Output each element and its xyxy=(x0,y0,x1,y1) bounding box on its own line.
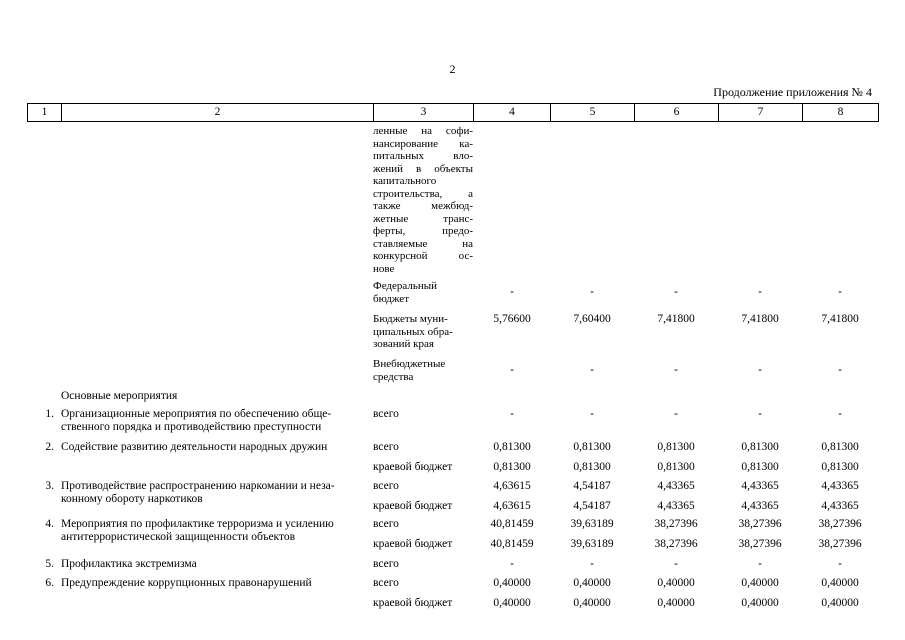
funding-label: краевой бюджет xyxy=(373,461,453,473)
continuation-text-line: ленные на софи- xyxy=(373,125,473,137)
value-cell: - xyxy=(758,364,762,376)
value-cell: - xyxy=(510,286,514,298)
value-cell: 4,63615 xyxy=(493,480,531,492)
value-cell: 4,43365 xyxy=(741,500,779,512)
funding-source-label: бюджет xyxy=(373,292,409,305)
value-cell: 0,40000 xyxy=(741,577,779,589)
value-cell: 0,81300 xyxy=(493,461,531,473)
funding-label: всего xyxy=(373,518,399,530)
activity-number: 3. xyxy=(45,480,54,492)
value-cell: 0,40000 xyxy=(741,597,779,609)
header-col-5: 5 xyxy=(551,104,635,121)
value-cell: 38,27396 xyxy=(818,538,862,550)
header-col-1: 1 xyxy=(28,104,62,121)
value-cell: 0,81300 xyxy=(821,441,859,453)
activity-name: Противодействие распространению наркомании и неза- xyxy=(61,480,335,492)
value-cell: 7,60400 xyxy=(573,313,611,325)
funding-label: краевой бюджет xyxy=(373,597,453,609)
value-cell: 0,40000 xyxy=(573,597,611,609)
continuation-text-line: нове xyxy=(373,262,395,275)
value-cell: 4,43365 xyxy=(741,480,779,492)
activity-number: 2. xyxy=(45,441,54,453)
table-header-row xyxy=(27,103,879,122)
funding-source-label: зований края xyxy=(373,338,434,350)
value-cell: 0,40000 xyxy=(493,597,531,609)
value-cell: 0,81300 xyxy=(741,441,779,453)
value-cell: 4,43365 xyxy=(821,500,859,512)
value-cell: 0,40000 xyxy=(657,597,695,609)
funding-label: всего xyxy=(373,558,399,570)
value-cell: - xyxy=(838,408,842,420)
continuation-text-line: ставляемые на xyxy=(373,237,473,250)
value-cell: 0,81300 xyxy=(573,441,611,453)
value-cell: - xyxy=(674,364,678,376)
value-cell: 0,81300 xyxy=(657,441,695,453)
value-cell: 40,81459 xyxy=(490,538,534,550)
value-cell: - xyxy=(590,408,594,420)
value-cell: 7,41800 xyxy=(741,313,779,325)
activity-name: Предупреждение коррупционных правонарушений xyxy=(61,577,312,589)
value-cell: 7,41800 xyxy=(821,313,859,325)
value-cell: - xyxy=(674,286,678,298)
value-cell: - xyxy=(510,558,514,570)
value-cell: 0,81300 xyxy=(493,441,531,453)
funding-label: всего xyxy=(373,577,399,589)
value-cell: 0,81300 xyxy=(741,461,779,473)
funding-source-label: Федеральный xyxy=(373,280,438,292)
continuation-text-line: жетные транс- xyxy=(373,212,473,225)
value-cell: - xyxy=(674,558,678,570)
activity-name: Мероприятия по профилактике терроризма и усилению xyxy=(61,518,334,530)
continuation-text-line: капитального xyxy=(373,175,437,187)
value-cell: 4,54187 xyxy=(573,500,611,512)
activity-name: ственного порядка и противодействию преступности xyxy=(61,420,322,433)
header-col-3: 3 xyxy=(374,104,474,121)
value-cell: - xyxy=(590,558,594,570)
activity-name: конному обороту наркотиков xyxy=(61,492,203,505)
value-cell: 38,27396 xyxy=(654,518,698,530)
value-cell: 4,43365 xyxy=(657,500,695,512)
section-title: Основные мероприятия xyxy=(61,390,178,402)
value-cell: 38,27396 xyxy=(654,538,698,550)
funding-label: краевой бюджет xyxy=(373,538,453,550)
funding-label: краевой бюджет xyxy=(373,500,453,512)
value-cell: 39,63189 xyxy=(570,538,614,550)
activity-name: Организационные мероприятия по обеспечению обще- xyxy=(61,408,332,420)
activity-number: 6. xyxy=(45,577,54,589)
value-cell: 4,43365 xyxy=(821,480,859,492)
header-col-2: 2 xyxy=(62,104,374,121)
value-cell: 0,40000 xyxy=(821,577,859,589)
value-cell: 0,40000 xyxy=(657,577,695,589)
value-cell: - xyxy=(758,558,762,570)
value-cell: 5,76600 xyxy=(493,313,531,325)
header-col-7: 7 xyxy=(719,104,803,121)
value-cell: - xyxy=(838,558,842,570)
funding-source-label: ципальных обра- xyxy=(373,325,453,338)
value-cell: 0,81300 xyxy=(821,461,859,473)
value-cell: 0,40000 xyxy=(493,577,531,589)
continuation-text-line: также межбюд- xyxy=(373,200,473,212)
activity-name: Профилактика экстремизма xyxy=(61,558,197,570)
value-cell: - xyxy=(838,286,842,298)
value-cell: - xyxy=(758,286,762,298)
value-cell: 38,27396 xyxy=(738,538,782,550)
funding-source-label: средства xyxy=(373,370,414,383)
page-number: 2 xyxy=(449,62,456,76)
value-cell: - xyxy=(590,286,594,298)
value-cell: 4,43365 xyxy=(657,480,695,492)
value-cell: 38,27396 xyxy=(818,518,862,530)
value-cell: 38,27396 xyxy=(738,518,782,530)
value-cell: - xyxy=(674,408,678,420)
funding-label: всего xyxy=(373,441,399,453)
funding-label: всего xyxy=(373,408,399,420)
value-cell: 0,81300 xyxy=(657,461,695,473)
activity-number: 5. xyxy=(45,558,54,570)
value-cell: 0,81300 xyxy=(573,461,611,473)
continuation-text-line: конкурсной ос- xyxy=(373,250,473,262)
continuation-text-line: нансирование ка- xyxy=(373,137,473,150)
header-col-8: 8 xyxy=(837,106,844,118)
continuation-text-line: питальных вло- xyxy=(373,150,473,162)
value-cell: - xyxy=(510,408,514,420)
value-cell: 4,54187 xyxy=(573,480,611,492)
value-cell: 40,81459 xyxy=(490,518,534,530)
continuation-note: Продолжение приложения № 4 xyxy=(713,85,872,99)
funding-source-label: Внебюджетные xyxy=(373,358,446,370)
value-cell: 4,63615 xyxy=(493,500,531,512)
value-cell: 0,40000 xyxy=(573,577,611,589)
header-col-6: 6 xyxy=(635,104,719,121)
funding-label: всего xyxy=(373,480,399,492)
activity-number: 1. xyxy=(45,408,54,420)
value-cell: 0,40000 xyxy=(821,597,859,609)
value-cell: - xyxy=(510,364,514,376)
value-cell: 7,41800 xyxy=(657,313,695,325)
activity-name: антитеррористической защищенности объектов xyxy=(61,530,296,543)
funding-source-label: Бюджеты муни- xyxy=(373,313,448,325)
value-cell: - xyxy=(758,408,762,420)
header-col-4: 4 xyxy=(474,104,551,121)
value-cell: - xyxy=(590,364,594,376)
activity-number: 4. xyxy=(45,518,54,530)
value-cell: - xyxy=(838,364,842,376)
activity-name: Содействие развитию деятельности народных дружин xyxy=(61,441,328,453)
value-cell: 39,63189 xyxy=(570,518,614,530)
continuation-text-line: ферты, предо- xyxy=(373,225,473,237)
continuation-text-line: жений в объекты xyxy=(373,162,473,175)
continuation-text-line: строительства, а xyxy=(373,187,473,200)
